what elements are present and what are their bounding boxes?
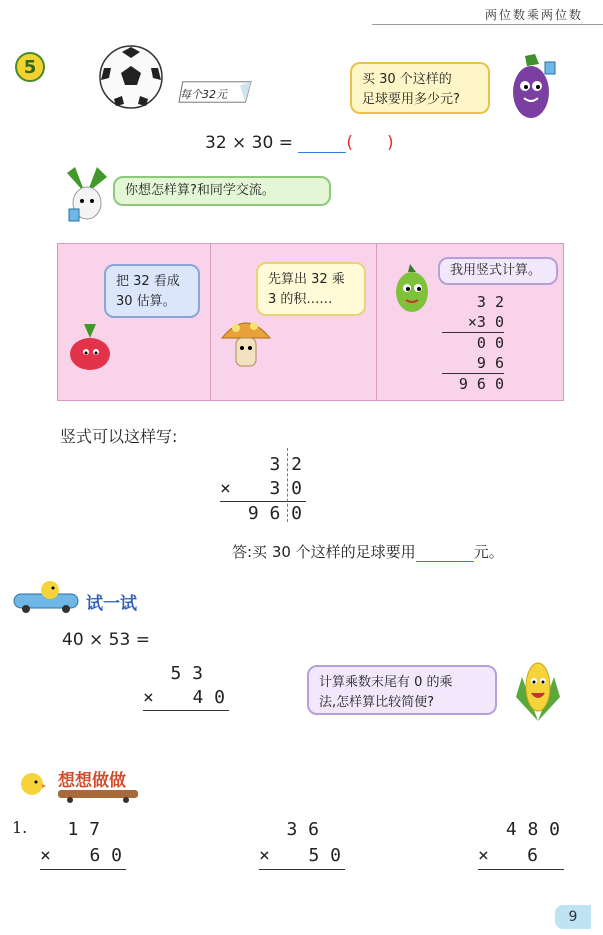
method3-partial-2: 9 6 — [476, 354, 504, 372]
question-line-2: 足球要用多少元? — [362, 92, 460, 107]
mushroom-character-icon — [218, 312, 274, 378]
method3-vertical-calc — [442, 292, 504, 394]
method1-bubble — [104, 264, 200, 318]
page-number: 9 — [555, 905, 591, 929]
method3-mult: ×3 0 — [467, 313, 504, 331]
try-mult-row — [143, 686, 229, 710]
vertical-dashed-guide — [287, 448, 288, 522]
vertical-calc — [220, 453, 306, 526]
soccer-ball-icon — [98, 44, 164, 110]
method2-bubble — [256, 262, 366, 316]
exercise-1-line — [40, 869, 126, 870]
panel-divider-2 — [376, 243, 377, 401]
answer-prefix: 答:买 30 个这样的足球要用 — [232, 543, 416, 561]
hint-line-2: 法,怎样算比较简便? — [319, 695, 435, 710]
try-equation: 40 × 53 = — [62, 630, 150, 650]
exercise-1-times-sign: × — [40, 845, 51, 866]
exercise-2-top: 3 6 — [286, 819, 319, 840]
answer-sentence — [232, 541, 504, 562]
vertical-top: 3 2 — [269, 454, 302, 475]
method3-partial-1: 0 0 — [476, 334, 504, 352]
chapter-title: 两位数乘两位数 — [484, 8, 583, 22]
exercise-2-mult: 5 0 — [308, 845, 341, 866]
pepper-character-icon — [390, 262, 436, 318]
method2-line-2: 3 的积…… — [268, 292, 333, 307]
exercise-2-line — [259, 869, 345, 870]
vertical-mult: 3 0 — [269, 478, 302, 499]
answer-suffix: 元。 — [473, 543, 504, 561]
radish-character-icon — [57, 163, 115, 229]
method3-result: 9 6 0 — [458, 375, 504, 393]
car-chick-icon — [10, 578, 82, 614]
panel-divider-1 — [210, 243, 211, 401]
exercise-3-mult-row — [478, 843, 564, 869]
exercise-1-mult: 6 0 — [89, 845, 122, 866]
question-line-1: 买 30 个这样的 — [362, 72, 452, 87]
exercise-problem-2 — [259, 817, 345, 870]
try-mult: 4 0 — [192, 687, 225, 708]
vertical-times-sign: × — [220, 478, 231, 499]
exercise-1-top: 1 7 — [67, 819, 100, 840]
equation-left: 32 × 30 = — [205, 133, 293, 153]
answer-blank[interactable] — [298, 134, 346, 153]
method1-line-2: 30 估算。 — [116, 294, 176, 309]
exercise-2-times-sign: × — [259, 845, 270, 866]
exercise-problem-1 — [40, 817, 126, 870]
hint-line-1: 计算乘数末尾有 0 的乘 — [319, 675, 453, 690]
open-paren: ( — [346, 133, 354, 153]
hint-bubble — [307, 665, 497, 715]
try-vertical-calc — [143, 662, 229, 711]
exercise-3-times-sign: × — [478, 845, 489, 866]
eggplant-character-icon — [505, 52, 557, 124]
method2-line-1: 先算出 32 乘 — [268, 272, 345, 287]
think-section-title: 想想做做 — [58, 771, 126, 791]
radish-red-character-icon — [64, 322, 118, 374]
exercise-2-mult-row — [259, 843, 345, 869]
method3-bubble: 我用竖式计算。 — [438, 257, 558, 285]
exercise-number: 1. — [12, 818, 28, 837]
exercise-1-mult-row — [40, 843, 126, 869]
header-divider — [372, 24, 603, 25]
answer-amount-blank[interactable] — [416, 543, 474, 562]
method1-line-1: 把 32 看成 — [116, 274, 180, 289]
corn-character-icon — [512, 657, 564, 725]
vertical-intro: 竖式可以这样写: — [60, 427, 178, 446]
problem-equation — [205, 133, 394, 153]
exercise-3-mult: 6 — [527, 845, 538, 866]
problem-number-badge: 5 — [15, 52, 45, 82]
try-top: 5 3 — [170, 663, 203, 684]
price-tag-label: 每个32元 — [180, 88, 227, 101]
exercise-3-line — [478, 869, 564, 870]
exercise-3-top: 4 8 0 — [505, 819, 560, 840]
try-section-title: 试一试 — [86, 594, 137, 614]
vertical-result: 9 6 0 — [247, 503, 302, 524]
question-bubble — [350, 62, 490, 114]
vertical-mult-row — [220, 477, 306, 501]
close-paren: ) — [387, 133, 394, 153]
exercise-problem-3 — [478, 817, 564, 870]
try-line — [143, 710, 229, 711]
try-times-sign: × — [143, 687, 154, 708]
discuss-bubble: 你想怎样算?和同学交流。 — [113, 176, 331, 206]
method3-top: 3 2 — [476, 293, 504, 311]
